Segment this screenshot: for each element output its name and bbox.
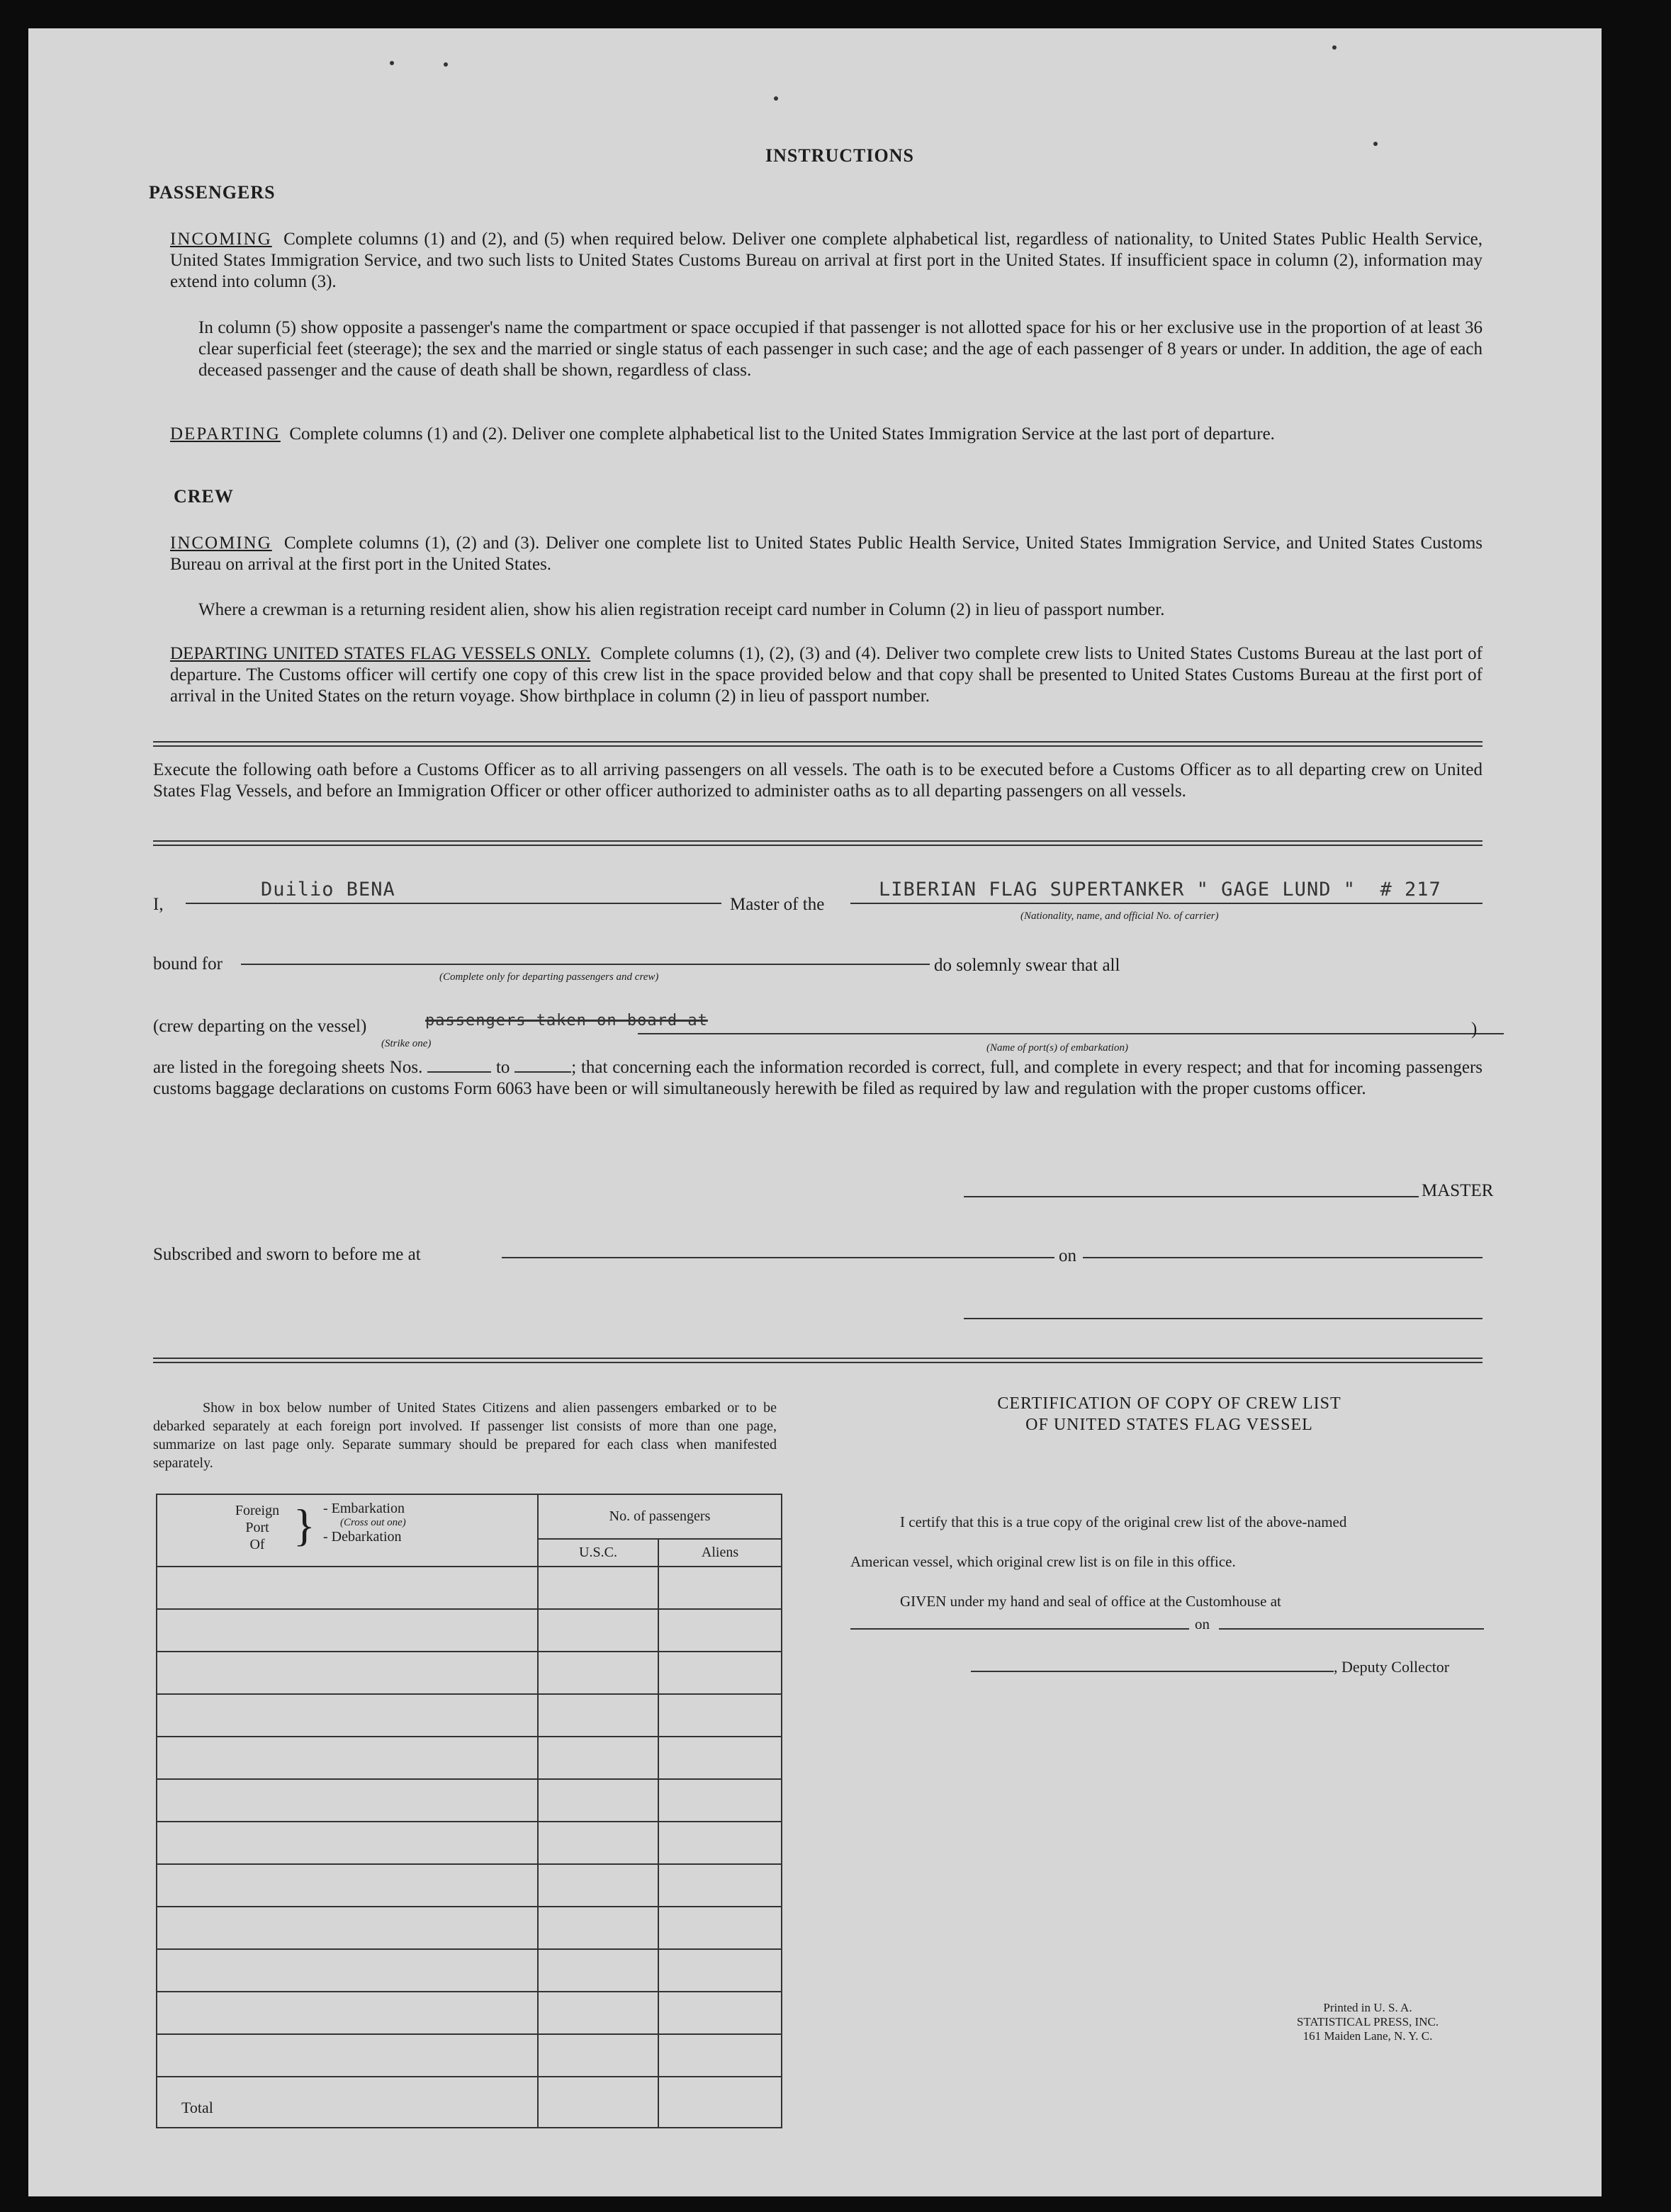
aliens-cell[interactable] (658, 1822, 782, 1864)
table-row (157, 1609, 782, 1652)
port-cell[interactable] (157, 1822, 538, 1864)
table-row (157, 1694, 782, 1737)
aliens-cell[interactable] (658, 1992, 782, 2034)
strike-one-caption: (Strike one) (381, 1038, 432, 1049)
listed-sheets-paragraph (153, 1057, 1482, 1100)
certification-date-field[interactable] (1219, 1628, 1484, 1630)
aliens-cell[interactable] (658, 1652, 782, 1694)
customhouse-field[interactable] (850, 1628, 1189, 1630)
certification-title (879, 1393, 1460, 1435)
scan-speck (1373, 142, 1378, 146)
swear-label: do solemnly swear that all (934, 956, 1120, 975)
table-row (157, 1567, 782, 1609)
aliens-cell[interactable] (658, 1907, 782, 1949)
of-label: Of (249, 1537, 265, 1552)
oath-instruction: Execute the following oath before a Customs Officer as to all arriving passengers on all vessels. The oath is to be executed before a Customs Officer as to all departing crew on United States Flag Vessels, and before an Immigration Officer or other officer authorized to administer oaths as to all departing passengers on all vessels. (153, 760, 1482, 801)
crew-incoming-label: INCOMING (170, 534, 272, 553)
vessel-field[interactable] (850, 903, 1482, 904)
instructions-title: INSTRUCTIONS (765, 145, 914, 166)
aliens-cell[interactable] (658, 1609, 782, 1652)
passengers-departing-paragraph (170, 424, 1482, 445)
total-row (157, 2077, 782, 2128)
foreign-label: Foreign (235, 1503, 280, 1518)
usc-cell[interactable] (538, 1822, 658, 1864)
port-cell[interactable] (157, 1907, 538, 1949)
to-label: to (495, 1058, 510, 1077)
deputy-collector-label: , Deputy Collector (1334, 1658, 1450, 1676)
usc-cell[interactable] (538, 1652, 658, 1694)
printer-line-3: 161 Maiden Lane, N. Y. C. (1303, 2029, 1433, 2043)
vessel-caption: (Nationality, name, and official No. of carrier) (1020, 910, 1219, 922)
deputy-signature-field[interactable] (971, 1671, 1334, 1672)
subscribed-date-field[interactable] (1083, 1257, 1482, 1258)
total-aliens-cell[interactable] (658, 2077, 782, 2128)
scan-speck (390, 61, 394, 65)
total-usc-cell[interactable] (538, 2077, 658, 2128)
table-row (157, 2034, 782, 2077)
no-passengers-header: No. of passengers (538, 1494, 782, 1539)
passengers-column5-paragraph: In column (5) show opposite a passenger's name the compartment or space occupied if that passenger is not allotted space for his or her exclusive use in the proportion of at least 36 clear superficial feet (steerage); the sex and the married or single status of each passenger in such case; and the age of each passenger of 8 years or under. In addition, the age of each deceased passenger and the cause of death shall be shown, regardless of class. (198, 318, 1482, 380)
aliens-cell[interactable] (658, 1737, 782, 1779)
debarkation-label: - Debarkation (323, 1529, 402, 1545)
usc-header: U.S.C. (538, 1539, 658, 1567)
crew-incoming-text: Complete columns (1), (2) and (3). Deliver one complete list to United States Public Health Service, United States Immigration Service, and United States Customs Bureau on arrival at the first port in the United States. (170, 534, 1483, 574)
certification-line-3: GIVEN under my hand and seal of office at the Customhouse at (900, 1593, 1281, 1610)
aliens-cell[interactable] (658, 1949, 782, 1992)
master-label: MASTER (1422, 1181, 1494, 1200)
port-cell[interactable] (157, 1694, 538, 1737)
printer-line-1: Printed in U. S. A. (1323, 2001, 1412, 2014)
bound-for-label: bound for (153, 954, 223, 974)
subscribed-on-label: on (1059, 1246, 1076, 1265)
divider (153, 840, 1482, 846)
officer-signature-field[interactable] (964, 1318, 1482, 1319)
table-row (157, 1822, 782, 1864)
aliens-header: Aliens (658, 1539, 782, 1567)
passengers-departing-text: Complete columns (1) and (2). Deliver one complete alphabetical list to the United States Immigration Service at the last port of departure. (289, 424, 1275, 444)
passengers-incoming-label: INCOMING (170, 230, 272, 249)
aliens-cell[interactable] (658, 1567, 782, 1609)
port-cell[interactable] (157, 1992, 538, 2034)
crew-departing-label: DEPARTING UNITED STATES FLAG VESSELS ONLY. (170, 644, 591, 663)
usc-cell[interactable] (538, 1609, 658, 1652)
usc-cell[interactable] (538, 2034, 658, 2077)
sheet-to-field[interactable] (514, 1071, 571, 1073)
passengers-incoming-paragraph (170, 229, 1482, 293)
port-cell[interactable] (157, 1864, 538, 1907)
aliens-cell[interactable] (658, 2034, 782, 2077)
aliens-cell[interactable] (658, 1694, 782, 1737)
table-row (157, 1737, 782, 1779)
usc-cell[interactable] (538, 1694, 658, 1737)
scan-speck (1332, 45, 1337, 50)
aliens-cell[interactable] (658, 1864, 782, 1907)
ports-field[interactable] (638, 1033, 1504, 1034)
master-name-value: Duilio BENA (261, 879, 395, 901)
table-row (157, 1779, 782, 1822)
certification-on-label: on (1195, 1615, 1210, 1632)
master-signature-field[interactable] (964, 1196, 1419, 1197)
port-cell[interactable] (157, 1567, 538, 1609)
table-row (157, 1864, 782, 1907)
subscribed-place-field[interactable] (502, 1257, 1054, 1258)
cross-out-caption: (Cross out one) (340, 1517, 406, 1528)
port-cell[interactable] (157, 2034, 538, 2077)
form-page (28, 28, 1602, 2196)
table-row (157, 1949, 782, 1992)
printer-line-2: STATISTICAL PRESS, INC. (1296, 2015, 1439, 2028)
listed-text-2: ; that concerning each the information recorded is correct, full, and complete in every respect; and that for incoming passengers customs baggage declarations on customs Form 6063 have been or will simultaneously herewith be filed as required by law and regulation with the proper customs officer. (153, 1058, 1482, 1098)
crew-departing-on-vessel-label: (crew departing on the vessel) (153, 1017, 367, 1036)
printer-imprint (1247, 2001, 1488, 2043)
passengers-departing-label: DEPARTING (170, 424, 281, 444)
foreign-port-header (157, 1494, 538, 1567)
embarkation-label: - Embarkation (323, 1501, 405, 1516)
scan-speck (444, 62, 448, 67)
port-label: Port (245, 1520, 269, 1535)
crew-heading: CREW (174, 486, 234, 507)
port-cell[interactable] (157, 1779, 538, 1822)
total-label: Total (157, 2077, 538, 2128)
port-cell[interactable] (157, 1609, 538, 1652)
bound-for-caption: (Complete only for departing passengers and crew) (439, 971, 659, 983)
table-row (157, 1652, 782, 1694)
sheet-from-field[interactable] (427, 1071, 491, 1073)
port-cell[interactable] (157, 1737, 538, 1779)
aliens-cell[interactable] (658, 1779, 782, 1822)
certification-title-line-1: CERTIFICATION OF COPY OF CREW LIST (997, 1394, 1341, 1413)
certification-title-line-2: OF UNITED STATES FLAG VESSEL (1025, 1416, 1313, 1434)
vessel-value: LIBERIAN FLAG SUPERTANKER " GAGE LUND " # 217 (879, 879, 1441, 901)
usc-cell[interactable] (538, 1567, 658, 1609)
passenger-summary-table (156, 1494, 782, 2128)
scan-speck (774, 96, 778, 101)
struck-out-value: passengers taken on board at (425, 1012, 708, 1029)
usc-cell[interactable] (538, 1992, 658, 2034)
certification-line-1: I certify that this is a true copy of the original crew list of the above-named (900, 1513, 1347, 1530)
port-cell[interactable] (157, 1652, 538, 1694)
ports-caption: (Name of port(s) of embarkation) (986, 1042, 1128, 1054)
table-row (157, 1907, 782, 1949)
divider (153, 1358, 1482, 1363)
crew-departing-text: Complete columns (1), (2), (3) and (4). Deliver two complete crew lists to United States Customs Bureau at the last port of departure. The Customs officer will certify one copy of this crew list in the space provided below and that copy shall be presented to United States Customs Bureau at the first port of arrival in the United States on the return voyage. Show birthplace in column (2) in lieu of passport number. (170, 644, 1482, 706)
listed-text-1: are listed in the foregoing sheets Nos. (153, 1058, 423, 1077)
brace: } (293, 1500, 315, 1550)
usc-cell[interactable] (538, 1864, 658, 1907)
master-name-field[interactable] (186, 903, 721, 904)
bound-for-field[interactable] (241, 964, 930, 965)
passengers-incoming-text: Complete columns (1) and (2), and (5) when required below. Deliver one complete alphabetical list, regardless of nationality, to United States Public Health Service, United States Immigration Service, and two such lists to United States Customs Bureau on arrival at first port in the United States. If insufficient space in column (2), information may extend into column (3). (170, 230, 1483, 291)
table-row (157, 1992, 782, 2034)
crew-departing-paragraph (170, 643, 1482, 707)
port-cell[interactable] (157, 1949, 538, 1992)
usc-cell[interactable] (538, 1779, 658, 1822)
divider (153, 741, 1482, 747)
summary-instruction: Show in box below number of United States Citizens and alien passengers embarked or to be debarked separately at each foreign port involved. If passenger list consists of more than one page, summarize on last page only. Separate summary should be prepared for each class when manifested separately. (153, 1400, 777, 1471)
usc-cell[interactable] (538, 1949, 658, 1992)
usc-cell[interactable] (538, 1737, 658, 1779)
usc-cell[interactable] (538, 1907, 658, 1949)
certification-line-2: American vessel, which original crew list is on file in this office. (850, 1553, 1236, 1570)
crew-resident-paragraph: Where a crewman is a returning resident alien, show his alien registration receipt card number in Column (2) in lieu of passport number. (198, 600, 1165, 619)
passengers-heading: PASSENGERS (149, 182, 276, 203)
close-paren: ) (1471, 1020, 1478, 1039)
crew-incoming-paragraph (170, 533, 1482, 575)
oath-i-label: I, (153, 895, 164, 914)
subscribed-label: Subscribed and sworn to before me at (153, 1245, 421, 1264)
master-of-label: Master of the (730, 895, 825, 914)
